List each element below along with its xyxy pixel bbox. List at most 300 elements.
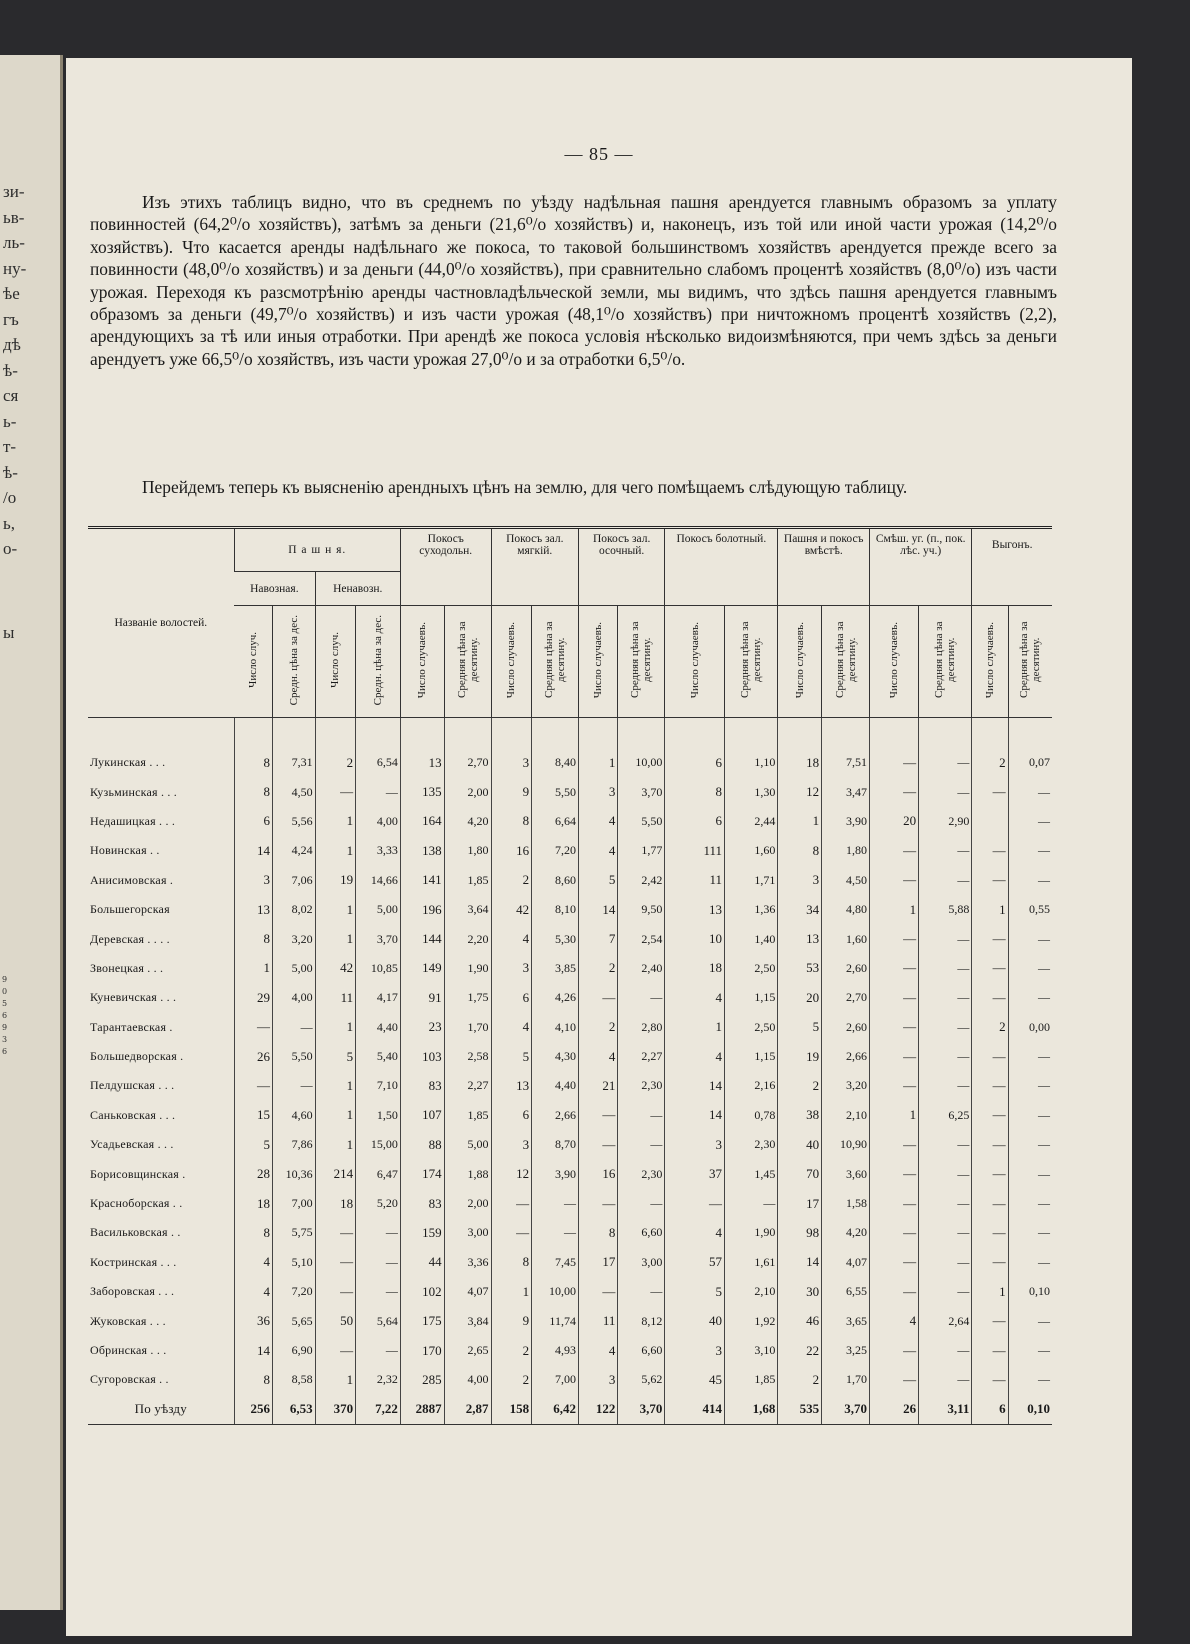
table-row bbox=[88, 1130, 1052, 1159]
count-cell: 3 bbox=[578, 777, 617, 806]
volost-name: Звонецкая . . . bbox=[90, 960, 164, 975]
price-cell: 3,90 bbox=[532, 1159, 579, 1188]
count-cell: 36 bbox=[234, 1306, 272, 1335]
price-cell: 5,20 bbox=[356, 1189, 401, 1218]
volost-name: Большедворская . bbox=[90, 1049, 184, 1064]
price-cell: 2,16 bbox=[725, 1071, 778, 1100]
count-cell: — bbox=[315, 1277, 356, 1306]
left-page-digit: 5 bbox=[2, 999, 8, 1008]
count-cell: 70 bbox=[778, 1159, 822, 1188]
count-cell: 6 bbox=[665, 748, 725, 777]
count-cell: 174 bbox=[400, 1159, 444, 1188]
count-cell: 8 bbox=[491, 1248, 532, 1277]
table-row bbox=[88, 954, 1052, 983]
price-cell: 4,50 bbox=[822, 866, 870, 895]
price-cell: 4,50 bbox=[272, 777, 315, 806]
volost-name: Жуковская . . . bbox=[90, 1313, 166, 1328]
left-page-text-fragment: ѣе bbox=[3, 284, 20, 303]
header-suhod: Покосъ суходольн. bbox=[400, 528, 491, 606]
price-cell: 5,62 bbox=[618, 1365, 665, 1394]
price-cell: 3,10 bbox=[725, 1336, 778, 1365]
price-cell: 0,00 bbox=[1008, 1013, 1052, 1042]
price-cell: 1,92 bbox=[725, 1306, 778, 1335]
price-cell: 4,00 bbox=[356, 807, 401, 836]
count-cell: 11 bbox=[578, 1306, 617, 1335]
table-row bbox=[88, 1071, 1052, 1100]
count-cell: — bbox=[972, 1336, 1008, 1365]
price-cell: 5,50 bbox=[272, 1042, 315, 1071]
count-cell: 4 bbox=[578, 1042, 617, 1071]
table-row bbox=[88, 748, 1052, 777]
count-cell: — bbox=[315, 1248, 356, 1277]
price-cell: — bbox=[1008, 1306, 1052, 1335]
count-cell: 1 bbox=[315, 1130, 356, 1159]
price-cell: — bbox=[919, 1130, 972, 1159]
count-cell: 14 bbox=[665, 1071, 725, 1100]
count-cell: 196 bbox=[400, 895, 444, 924]
price-cell: — bbox=[1008, 1071, 1052, 1100]
subheader-price: Средняя цѣна за десятину. bbox=[919, 606, 972, 718]
count-cell: 12 bbox=[491, 1159, 532, 1188]
count-cell: 1 bbox=[491, 1277, 532, 1306]
count-cell: — bbox=[972, 1189, 1008, 1218]
volost-name: Обринская . . . bbox=[90, 1343, 167, 1357]
count-cell: 34 bbox=[778, 895, 822, 924]
count-cell: 2 bbox=[491, 1365, 532, 1394]
price-cell: 1,75 bbox=[444, 983, 491, 1012]
table-row bbox=[88, 983, 1052, 1012]
left-page-text-fragment: дѣ bbox=[3, 335, 21, 354]
count-cell: 1 bbox=[578, 748, 617, 777]
price-cell: 2,50 bbox=[725, 1013, 778, 1042]
count-cell: 3 bbox=[491, 954, 532, 983]
subheader-count: Число случаевъ. bbox=[578, 606, 617, 718]
count-cell: — bbox=[972, 866, 1008, 895]
count-cell: 88 bbox=[400, 1130, 444, 1159]
price-cell: 2,58 bbox=[444, 1042, 491, 1071]
count-cell: 1 bbox=[972, 895, 1008, 924]
price-cell: — bbox=[1008, 1248, 1052, 1277]
count-cell: — bbox=[870, 924, 919, 953]
count-cell: 5 bbox=[491, 1042, 532, 1071]
count-cell: 83 bbox=[400, 1071, 444, 1100]
table-row bbox=[88, 807, 1052, 836]
price-cell: 5,40 bbox=[356, 1042, 401, 1071]
count-cell: — bbox=[870, 1042, 919, 1071]
price-cell: 8,40 bbox=[532, 748, 579, 777]
subheader-count: Число случаевъ. bbox=[665, 606, 725, 718]
price-cell: 1,45 bbox=[725, 1159, 778, 1188]
price-cell: 5,00 bbox=[444, 1130, 491, 1159]
count-cell: — bbox=[578, 1130, 617, 1159]
price-cell: 7,00 bbox=[272, 1189, 315, 1218]
table-row bbox=[88, 1189, 1052, 1218]
count-cell: 14 bbox=[234, 836, 272, 865]
count-cell: 141 bbox=[400, 866, 444, 895]
volost-name: Костринская . . . bbox=[90, 1254, 177, 1269]
count-cell: — bbox=[972, 954, 1008, 983]
price-cell: 2,50 bbox=[725, 954, 778, 983]
price-cell: 1,71 bbox=[725, 866, 778, 895]
header-bolot: Покосъ болотный. bbox=[665, 528, 778, 606]
price-cell: 6,55 bbox=[822, 1277, 870, 1306]
subheader-count: Число случаевъ. bbox=[778, 606, 822, 718]
price-cell: 2,70 bbox=[444, 748, 491, 777]
table-row bbox=[88, 1306, 1052, 1335]
left-page-digit: 6 bbox=[2, 1047, 8, 1056]
price-cell: 3,00 bbox=[618, 1248, 665, 1277]
count-cell: 16 bbox=[491, 836, 532, 865]
price-cell: — bbox=[919, 954, 972, 983]
volost-name: Анисимовская . bbox=[90, 872, 174, 887]
count-cell: 2 bbox=[972, 748, 1008, 777]
price-cell: — bbox=[1008, 836, 1052, 865]
price-cell: — bbox=[1008, 1365, 1052, 1394]
price-cell: 4,24 bbox=[272, 836, 315, 865]
count-cell: — bbox=[870, 1218, 919, 1247]
count-cell: — bbox=[972, 1365, 1008, 1394]
count-cell: — bbox=[491, 1189, 532, 1218]
count-cell: 8 bbox=[234, 1218, 272, 1247]
price-cell: 2,00 bbox=[444, 1189, 491, 1218]
header-pashnya: П а ш н я. bbox=[234, 528, 400, 572]
price-cell: 4,00 bbox=[444, 1365, 491, 1394]
count-cell: 8 bbox=[665, 777, 725, 806]
count-cell: 40 bbox=[665, 1306, 725, 1335]
table-row bbox=[88, 1159, 1052, 1188]
count-cell: 2 bbox=[778, 1365, 822, 1394]
paragraph-1: Изъ этихъ таблицъ видно, что въ среднемъ по уѣзду надѣльная пашня арендуется главнымъ образомъ за уплату повинностей (64,2⁰/о хозяйствъ), затѣмъ за деньги (21,6⁰/о хозяйствъ) и, наконецъ, изъ той или иной части урожая (14,2⁰/о хозяйствъ). Что касается аренды надѣльнаго же покоса, то таковой большинствомъ хозяйствъ арендуется прежде всего за повинности (48,0⁰/о хозяйствъ) и за деньги (44,0⁰/о хозяйствъ), при сравнительно слабомъ процентѣ хозяйствъ (8,0⁰/о) изъ части урожая. Переходя къ разсмотрѣнію аренды частновладѣльческой земли, мы видимъ, что здѣсь пашня арендуется главнымъ образомъ за деньги (49,7⁰/о хозяйствъ) и изъ части урожая (48,1⁰/о хозяйствъ) при ничтожномъ процентѣ хозяйствъ (2,2), арендующихъ за тѣ или иныя отработки. При арендѣ же покоса условія нѣсколько видоизмѣняются, при чемъ здѣсь за деньги арендуетъ уже 66,5⁰/о хозяйствъ, изъ части урожая 27,0⁰/о и за отработки 6,5⁰/о. bbox=[90, 192, 1057, 369]
count-cell: 19 bbox=[315, 866, 356, 895]
price-cell: 1,77 bbox=[618, 836, 665, 865]
count-cell: 7 bbox=[578, 924, 617, 953]
price-cell: 6,64 bbox=[532, 807, 579, 836]
count-cell: 26 bbox=[234, 1042, 272, 1071]
count-cell: — bbox=[972, 1159, 1008, 1188]
price-cell: 6,42 bbox=[532, 1395, 579, 1425]
table-row bbox=[88, 1365, 1052, 1394]
count-cell: 13 bbox=[491, 1071, 532, 1100]
count-cell: 2 bbox=[578, 1013, 617, 1042]
table-row bbox=[88, 1013, 1052, 1042]
price-cell: 1,68 bbox=[725, 1395, 778, 1425]
price-cell: 3,20 bbox=[272, 924, 315, 953]
price-cell: 10,90 bbox=[822, 1130, 870, 1159]
price-cell: 0,78 bbox=[725, 1101, 778, 1130]
price-cell: — bbox=[919, 1336, 972, 1365]
header-smesh: Смѣш. уг. (п., пок. лѣс. уч.) bbox=[870, 528, 972, 606]
subheader-price: Средняя цѣна за десятину. bbox=[532, 606, 579, 718]
price-cell: — bbox=[919, 1248, 972, 1277]
price-cell: 5,75 bbox=[272, 1218, 315, 1247]
count-cell: 4 bbox=[578, 807, 617, 836]
count-cell: — bbox=[578, 1101, 617, 1130]
volost-name: Васильковская . . bbox=[90, 1225, 181, 1240]
count-cell: 103 bbox=[400, 1042, 444, 1071]
price-cell: 3,70 bbox=[822, 1395, 870, 1425]
price-cell: 3,25 bbox=[822, 1336, 870, 1365]
count-cell: 11 bbox=[315, 983, 356, 1012]
price-cell: 4,30 bbox=[532, 1042, 579, 1071]
price-cell: 3,64 bbox=[444, 895, 491, 924]
price-cell: 1,40 bbox=[725, 924, 778, 953]
price-cell: 8,70 bbox=[532, 1130, 579, 1159]
price-cell: 7,10 bbox=[356, 1071, 401, 1100]
count-cell: 414 bbox=[665, 1395, 725, 1425]
table-row bbox=[88, 866, 1052, 895]
price-cell: 1,70 bbox=[444, 1013, 491, 1042]
price-cell: — bbox=[356, 777, 401, 806]
volost-name: Деревская . . . . bbox=[90, 931, 170, 946]
price-cell: 3,60 bbox=[822, 1159, 870, 1188]
table-row bbox=[88, 1336, 1052, 1365]
price-cell: 3,70 bbox=[356, 924, 401, 953]
price-cell: — bbox=[1008, 1042, 1052, 1071]
table-row bbox=[88, 1277, 1052, 1306]
price-cell: — bbox=[356, 1248, 401, 1277]
count-cell: — bbox=[578, 983, 617, 1012]
count-cell: 40 bbox=[778, 1130, 822, 1159]
count-cell: 6 bbox=[491, 1101, 532, 1130]
count-cell: — bbox=[870, 954, 919, 983]
count-cell: — bbox=[234, 1013, 272, 1042]
subheader-price: Средняя цѣна за десятину. bbox=[618, 606, 665, 718]
count-cell: 57 bbox=[665, 1248, 725, 1277]
count-cell: 14 bbox=[778, 1248, 822, 1277]
rent-price-table bbox=[88, 526, 1052, 1425]
count-cell: 91 bbox=[400, 983, 444, 1012]
count-cell: 22 bbox=[778, 1336, 822, 1365]
price-cell: 6,60 bbox=[618, 1218, 665, 1247]
count-cell: 46 bbox=[778, 1306, 822, 1335]
left-page-text-fragment: ѣ- bbox=[3, 462, 18, 482]
price-cell: 2,42 bbox=[618, 866, 665, 895]
table-row bbox=[88, 895, 1052, 924]
price-cell: — bbox=[1008, 807, 1052, 836]
price-cell: 2,20 bbox=[444, 924, 491, 953]
price-cell: — bbox=[919, 836, 972, 865]
price-cell: — bbox=[618, 1189, 665, 1218]
header-nenavoznaya: Ненавозн. bbox=[315, 572, 400, 606]
count-cell: 3 bbox=[665, 1130, 725, 1159]
price-cell: 11,74 bbox=[532, 1306, 579, 1335]
count-cell: 83 bbox=[400, 1189, 444, 1218]
count-cell: — bbox=[578, 1277, 617, 1306]
price-cell: — bbox=[725, 1189, 778, 1218]
price-cell: — bbox=[919, 1218, 972, 1247]
left-page-text-fragment: зи- bbox=[3, 182, 25, 201]
left-page-edge bbox=[0, 55, 63, 1610]
count-cell: 10 bbox=[665, 924, 725, 953]
count-cell: 1 bbox=[315, 924, 356, 953]
price-cell: 2,64 bbox=[919, 1306, 972, 1335]
count-cell: 535 bbox=[778, 1395, 822, 1425]
price-cell: 3,84 bbox=[444, 1306, 491, 1335]
count-cell: — bbox=[315, 1336, 356, 1365]
paragraph-2: Перейдемъ теперь къ выясненію арендныхъ цѣнъ на землю, для чего помѣщаемъ слѣдующую таблицу. bbox=[142, 477, 908, 497]
price-cell: 4,93 bbox=[532, 1336, 579, 1365]
price-cell: 2,30 bbox=[725, 1130, 778, 1159]
price-cell: — bbox=[1008, 954, 1052, 983]
price-cell: 9,50 bbox=[618, 895, 665, 924]
price-cell: 2,66 bbox=[822, 1042, 870, 1071]
header-navoznaya: Навозная. bbox=[234, 572, 315, 606]
price-cell: — bbox=[532, 1218, 579, 1247]
count-cell: 4 bbox=[665, 983, 725, 1012]
table-row bbox=[88, 777, 1052, 806]
count-cell: 6 bbox=[972, 1395, 1008, 1425]
count-cell: 5 bbox=[665, 1277, 725, 1306]
price-cell: 1,50 bbox=[356, 1101, 401, 1130]
count-cell: 4 bbox=[491, 924, 532, 953]
subheader-count: Число случ. bbox=[234, 606, 272, 718]
name-column-header: Названіе волостей. bbox=[88, 528, 234, 718]
price-cell: 2,80 bbox=[618, 1013, 665, 1042]
count-cell: 3 bbox=[778, 866, 822, 895]
price-cell: 0,07 bbox=[1008, 748, 1052, 777]
price-cell: — bbox=[1008, 1159, 1052, 1188]
count-cell: 14 bbox=[234, 1336, 272, 1365]
count-cell: 3 bbox=[578, 1365, 617, 1394]
count-cell: 2887 bbox=[400, 1395, 444, 1425]
table-row bbox=[88, 1248, 1052, 1277]
count-cell: 18 bbox=[315, 1189, 356, 1218]
price-cell: 1,60 bbox=[725, 836, 778, 865]
count-cell: — bbox=[870, 1336, 919, 1365]
subheader-count: Число случаевъ. bbox=[870, 606, 919, 718]
count-cell: 11 bbox=[665, 866, 725, 895]
count-cell: 1 bbox=[315, 1365, 356, 1394]
price-cell: 4,60 bbox=[272, 1101, 315, 1130]
count-cell: 6 bbox=[234, 807, 272, 836]
price-cell: 15,00 bbox=[356, 1130, 401, 1159]
count-cell: 1 bbox=[778, 807, 822, 836]
price-cell: — bbox=[272, 1013, 315, 1042]
price-cell: 10,00 bbox=[618, 748, 665, 777]
price-cell: 0,55 bbox=[1008, 895, 1052, 924]
price-cell: 3,65 bbox=[822, 1306, 870, 1335]
book-page bbox=[66, 58, 1132, 1636]
count-cell: 4 bbox=[665, 1042, 725, 1071]
price-cell: 6,53 bbox=[272, 1395, 315, 1425]
price-cell: 1,60 bbox=[822, 924, 870, 953]
left-page-digit: 3 bbox=[2, 1035, 8, 1044]
price-cell: — bbox=[919, 866, 972, 895]
count-cell: 8 bbox=[234, 748, 272, 777]
price-cell: 2,87 bbox=[444, 1395, 491, 1425]
price-cell: — bbox=[919, 1159, 972, 1188]
left-page-digit: 9 bbox=[2, 1023, 8, 1032]
subheader-price: Средняя цѣна за десятину. bbox=[1008, 606, 1052, 718]
count-cell: 5 bbox=[778, 1013, 822, 1042]
count-cell: 17 bbox=[778, 1189, 822, 1218]
count-cell: 9 bbox=[491, 1306, 532, 1335]
count-cell: — bbox=[870, 1189, 919, 1218]
header-vmeste: Пашня и покосъ вмѣстѣ. bbox=[778, 528, 870, 606]
price-cell: 1,61 bbox=[725, 1248, 778, 1277]
count-cell bbox=[972, 807, 1008, 836]
price-cell: 1,80 bbox=[444, 836, 491, 865]
count-cell: — bbox=[870, 1365, 919, 1394]
count-cell: 175 bbox=[400, 1306, 444, 1335]
count-cell: 13 bbox=[234, 895, 272, 924]
count-cell: 13 bbox=[665, 895, 725, 924]
count-cell: 3 bbox=[234, 866, 272, 895]
price-cell: — bbox=[1008, 777, 1052, 806]
count-cell: 23 bbox=[400, 1013, 444, 1042]
spacer-row bbox=[88, 718, 1052, 749]
price-cell: — bbox=[919, 748, 972, 777]
price-cell: 3,47 bbox=[822, 777, 870, 806]
left-page-text-fragment: ся bbox=[3, 386, 19, 405]
price-cell: 2,30 bbox=[618, 1159, 665, 1188]
price-cell: 5,65 bbox=[272, 1306, 315, 1335]
count-cell: — bbox=[972, 1306, 1008, 1335]
price-cell: 2,44 bbox=[725, 807, 778, 836]
count-cell: 164 bbox=[400, 807, 444, 836]
subheader-price: Средняя цѣна за десятину. bbox=[822, 606, 870, 718]
count-cell: — bbox=[972, 1218, 1008, 1247]
left-page-text-fragment: гъ bbox=[3, 309, 19, 329]
count-cell: — bbox=[972, 777, 1008, 806]
subheader-count: Число случаевъ. bbox=[491, 606, 532, 718]
count-cell: — bbox=[972, 1042, 1008, 1071]
volost-name: Недашицкая . . . bbox=[90, 813, 176, 828]
volost-name: Большегорская bbox=[90, 902, 170, 917]
left-page-text-fragment: ѣ- bbox=[3, 360, 18, 380]
count-cell: — bbox=[491, 1218, 532, 1247]
price-cell: — bbox=[919, 1189, 972, 1218]
price-cell: 3,00 bbox=[444, 1218, 491, 1247]
table-row bbox=[88, 924, 1052, 953]
count-cell: 14 bbox=[578, 895, 617, 924]
price-cell: 0,10 bbox=[1008, 1395, 1052, 1425]
count-cell: 1 bbox=[315, 836, 356, 865]
price-cell: 10,85 bbox=[356, 954, 401, 983]
header-zal-myag: Покосъ зал. мягкій. bbox=[491, 528, 578, 606]
price-cell: 1,90 bbox=[725, 1218, 778, 1247]
price-cell: 4,17 bbox=[356, 983, 401, 1012]
price-cell: 1,85 bbox=[725, 1365, 778, 1394]
price-cell: — bbox=[356, 1277, 401, 1306]
count-cell: — bbox=[972, 1130, 1008, 1159]
price-cell: — bbox=[356, 1218, 401, 1247]
count-cell: 1 bbox=[972, 1277, 1008, 1306]
count-cell: 1 bbox=[315, 1071, 356, 1100]
left-page-text-fragment: о- bbox=[3, 539, 18, 558]
price-cell: 4,20 bbox=[822, 1218, 870, 1247]
header-vygon: Выгонъ. bbox=[972, 528, 1052, 606]
count-cell: 42 bbox=[315, 954, 356, 983]
left-page-text-fragment: т- bbox=[3, 437, 17, 456]
count-cell: 1 bbox=[870, 895, 919, 924]
count-cell: 2 bbox=[491, 1336, 532, 1365]
volost-name: Усадьевская . . . bbox=[90, 1137, 174, 1152]
price-cell: 4,00 bbox=[272, 983, 315, 1012]
left-page-text-fragment: /о bbox=[3, 488, 17, 507]
count-cell: — bbox=[315, 1218, 356, 1247]
left-page-digit: 0 bbox=[2, 987, 8, 996]
count-cell: — bbox=[870, 1071, 919, 1100]
count-cell: 13 bbox=[400, 748, 444, 777]
volost-name: Заборовская . . . bbox=[90, 1284, 175, 1299]
count-cell: 8 bbox=[778, 836, 822, 865]
price-cell: — bbox=[919, 1365, 972, 1394]
price-cell: — bbox=[356, 1336, 401, 1365]
count-cell: 42 bbox=[491, 895, 532, 924]
price-cell: 5,10 bbox=[272, 1248, 315, 1277]
count-cell: 37 bbox=[665, 1159, 725, 1188]
